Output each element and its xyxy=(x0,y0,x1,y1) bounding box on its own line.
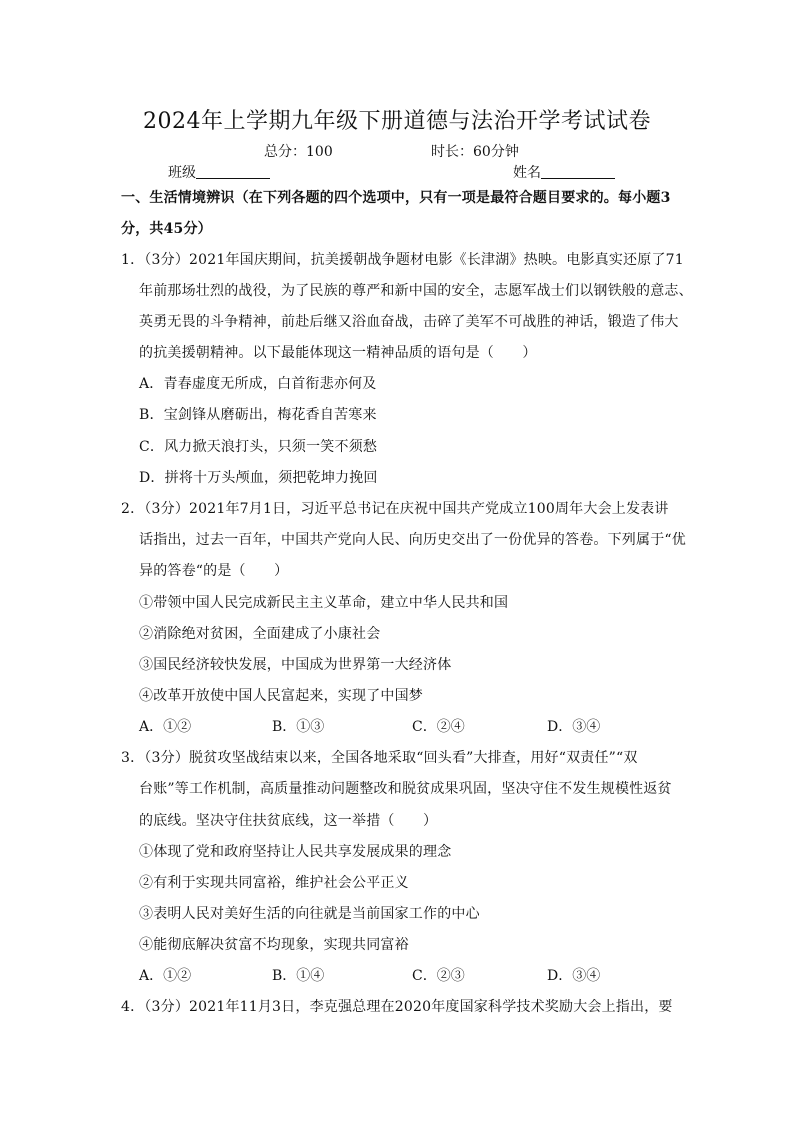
q2-statement: ④改革开放使中国人民富起来，实现了中国梦 xyxy=(139,688,423,704)
q2-stem-line: 2．（3分）2021年7月1日，习近平总书记在庆祝中国共产党成立100周年大会上发表讲 xyxy=(121,501,669,517)
q3-choices xyxy=(139,965,699,985)
total-score: 总分：100 xyxy=(264,144,333,160)
q3-stem-line: 台账”等工作机制，高质量推动问题整改和脱贫成果巩固，坚决守住不发生规模性返贫 xyxy=(139,781,672,797)
q1-stem-line: 的抗美援朝精神。以下最能体现这一精神品质的语句是（ ） xyxy=(139,345,537,361)
q2-choice-a[interactable]: A．①② xyxy=(139,719,192,735)
q3-stem-line: 的底线。坚决守住扶贫底线，这一举措（ ） xyxy=(139,813,438,829)
class-label: 班级 xyxy=(168,165,196,181)
duration: 时长：60分钟 xyxy=(431,144,519,160)
q3-statement: ③表明人民对美好生活的向往就是当前国家工作的中心 xyxy=(139,906,480,922)
name-label: 姓名 xyxy=(513,165,541,181)
q1-stem-line: 1．（3分）2021年国庆期间，抗美援朝战争题材电影《长津湖》热映。电影真实还原了71 xyxy=(121,252,684,268)
q2-statement: ②消除绝对贫困，全面建成了小康社会 xyxy=(139,626,381,642)
name-blank[interactable] xyxy=(541,166,615,179)
q2-stem-line: 异的答卷“的是（ ） xyxy=(139,563,289,579)
class-blank[interactable] xyxy=(196,166,270,179)
q3-choice-d[interactable]: D．③④ xyxy=(547,968,601,984)
q1-stem-line: 英勇无畏的斗争精神，前赴后继又浴血奋战，击碎了美军不可战胜的神话，锻造了伟大 xyxy=(139,314,679,330)
q3-statement: ①体现了党和政府坚持让人民共享发展成果的理念 xyxy=(139,844,452,860)
section-heading-cont: 分，共45分） xyxy=(121,221,212,237)
q1-option-c[interactable]: C．风力掀天浪打头，只须一笑不须愁 xyxy=(139,439,378,455)
q2-statement: ①带领中国人民完成新民主主义革命，建立中华人民共和国 xyxy=(139,595,509,611)
q1-option-b[interactable]: B．宝剑锋从磨砺出，梅花香自苦寒来 xyxy=(139,407,377,423)
name-field xyxy=(513,162,615,182)
q3-statement: ②有利于实现共同富裕，维护社会公平正义 xyxy=(139,875,409,891)
q2-choices xyxy=(139,716,699,736)
section-heading: 一、生活情境辨识（在下列各题的四个选项中，只有一项是最符合题目要求的。每小题3 xyxy=(121,190,671,206)
q3-statement: ④能彻底解决贫富不均现象，实现共同富裕 xyxy=(139,937,409,953)
q3-stem-line: 3．（3分）脱贫攻坚战结束以来，全国各地采取“回头看”大排查，用好“双责任”“双 xyxy=(121,750,638,766)
q1-option-d[interactable]: D．拼将十万头颅血，须把乾坤力挽回 xyxy=(139,470,378,486)
q3-choice-c[interactable]: C．②③ xyxy=(412,968,465,984)
q2-stem-line: 话指出，过去一百年，中国共产党向人民、向历史交出了一份优异的答卷。下列属于“优 xyxy=(139,532,686,548)
q1-option-a[interactable]: A．青春虚度无所成，白首衔悲亦何及 xyxy=(139,376,377,392)
q3-choice-a[interactable]: A．①② xyxy=(139,968,192,984)
q2-choice-c[interactable]: C．②④ xyxy=(412,719,465,735)
exam-title: 2024年上学期九年级下册道德与法治开学考试试卷 xyxy=(143,109,651,134)
q2-choice-d[interactable]: D．③④ xyxy=(547,719,601,735)
class-field xyxy=(168,162,270,182)
q2-choice-b[interactable]: B．①③ xyxy=(272,719,325,735)
q3-choice-b[interactable]: B．①④ xyxy=(272,968,325,984)
q2-statement: ③国民经济较快发展，中国成为世界第一大经济体 xyxy=(139,657,452,673)
q4-stem-line: 4．（3分）2021年11月3日，李克强总理在2020年度国家科学技术奖励大会上指出，要 xyxy=(121,999,673,1015)
q1-stem-line: 年前那场壮烈的战役，为了民族的尊严和新中国的安全，志愿军战士们以钢铁般的意志、 xyxy=(139,283,693,299)
